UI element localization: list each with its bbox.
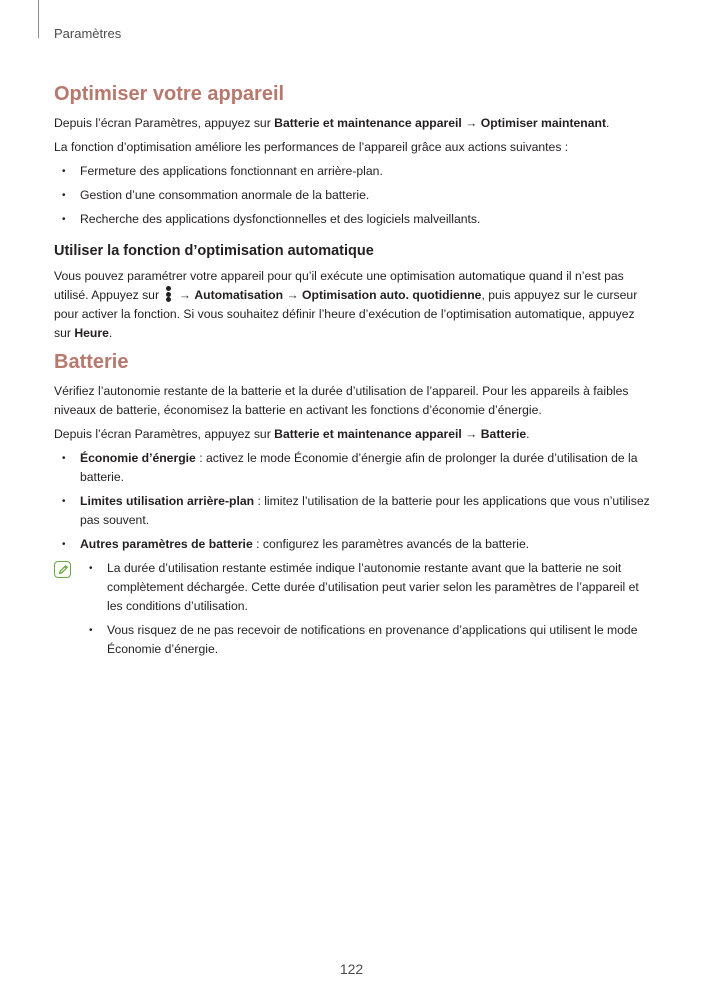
- page-content: [54, 80, 650, 664]
- bullet-icon: •: [62, 214, 66, 225]
- list-item: • Gestion d’une consommation anormale de la batterie.: [54, 186, 650, 205]
- menu-path-battery-maintenance: Batterie et maintenance appareil: [274, 116, 462, 130]
- optimiser-intro: Depuis l’écran Paramètres, appuyez sur Batterie et maintenance appareil → Optimiser maintenant.: [54, 116, 610, 130]
- optimiser-actions-list: [54, 162, 650, 229]
- menu-path-battery-maintenance: Batterie et maintenance appareil: [274, 427, 462, 441]
- bullet-icon: •: [62, 190, 66, 201]
- bullet-icon: •: [89, 625, 93, 636]
- subsection-title-auto-optimize: Utiliser la fonction d’optimisation automatique: [54, 243, 374, 259]
- menu-path-automation: Automatisation: [194, 288, 284, 302]
- option-term: Économie d’énergie: [80, 451, 196, 465]
- list-item: • Autres paramètres de batterie : configurez les paramètres avancés de la batterie.: [54, 535, 650, 554]
- page-number: 122: [339, 961, 364, 977]
- batterie-intro: Vérifiez l’autonomie restante de la batterie et la durée d’utilisation de l’appareil. Pour les appareils à faibles niveaux de batterie, économisez la batterie en activant les fonctions d’économie d’énergie.: [54, 384, 629, 417]
- menu-path-daily-auto-optimize: Optimisation auto. quotidienne: [302, 288, 482, 302]
- section-title-optimiser: Optimiser votre appareil: [54, 83, 285, 105]
- menu-path-time: Heure: [74, 326, 109, 340]
- running-header: Paramètres: [54, 26, 122, 41]
- section-title-batterie: Batterie: [54, 351, 129, 373]
- bullet-icon: •: [62, 166, 66, 177]
- vertical-ellipsis-icon: [165, 286, 173, 302]
- list-item: • Vous risquez de ne pas recevoir de notifications en provenance d’applications qui utilisent le mode Économie d’énergie.: [89, 623, 638, 656]
- bullet-icon: •: [62, 453, 66, 464]
- batterie-path: Depuis l’écran Paramètres, appuyez sur Batterie et maintenance appareil → Batterie.: [54, 427, 530, 441]
- corner-mark-line: [38, 0, 39, 38]
- menu-path-optimize-now: Optimiser maintenant: [480, 116, 607, 130]
- note-pencil-icon: [54, 561, 71, 578]
- note-list: [54, 559, 650, 659]
- auto-optimize-paragraph: Vous pouvez paramétrer votre appareil pour qu’il exécute une optimisation automatique quand il n’est pas utilisé. Appuyez sur → Automatisation → Optimisation auto. quotidienne, puis appuyez sur le curseur pour activer la fonction. Si vous souhaitez définir l’heure d’exécution de l’optimisation automatique, appuyez sur Heure.: [54, 269, 638, 340]
- bullet-icon: •: [62, 539, 66, 550]
- list-item: • Limites utilisation arrière-plan : limitez l’utilisation de la batterie pour les applications que vous n’utilisez pas souvent.: [62, 494, 650, 527]
- list-item: • Recherche des applications dysfonctionnelles et des logiciels malveillants.: [54, 210, 650, 229]
- battery-options-list: [54, 449, 650, 554]
- menu-path-battery: Batterie: [480, 427, 527, 441]
- list-item: • Économie d’énergie : activez le mode Économie d’énergie afin de prolonger la durée d’utilisation de la batterie.: [62, 451, 638, 484]
- optimiser-lead: La fonction d’optimisation améliore les performances de l’appareil grâce aux actions suivantes :: [54, 140, 569, 154]
- list-item: • Fermeture des applications fonctionnant en arrière-plan.: [54, 162, 650, 181]
- bullet-icon: •: [89, 563, 93, 574]
- option-term: Limites utilisation arrière-plan: [80, 494, 255, 508]
- note-block: [54, 559, 650, 659]
- option-term: Autres paramètres de batterie: [80, 537, 253, 551]
- list-item: • La durée d’utilisation restante estimée indique l’autonomie restante avant que la batterie ne soit complètement déchargée. Cette durée d’utilisation peut varier selon les paramètres de l’appareil et les conditions d’utilisation.: [89, 561, 639, 613]
- bullet-icon: •: [62, 496, 66, 507]
